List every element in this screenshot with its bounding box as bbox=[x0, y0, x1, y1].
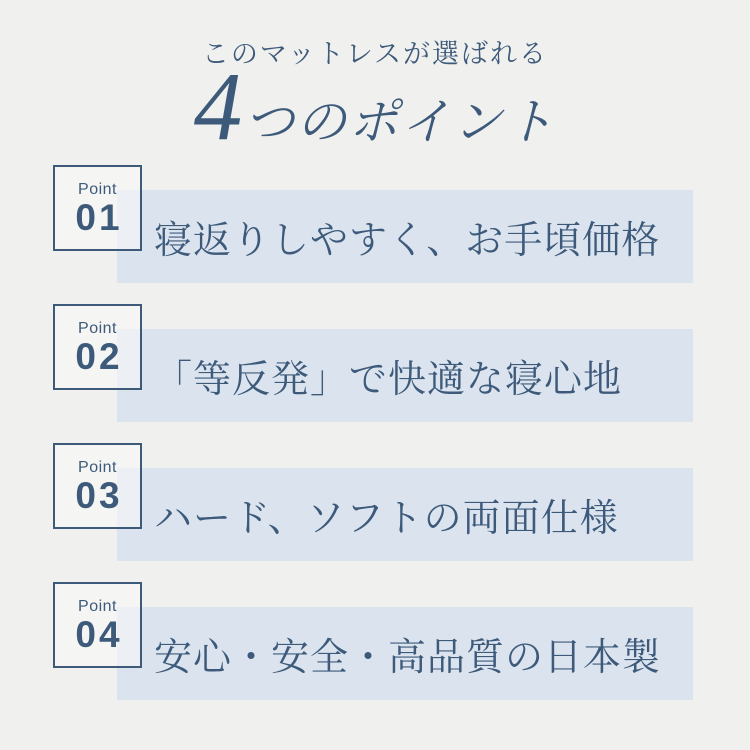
point-number: 02 bbox=[75, 335, 123, 377]
header-subtitle: このマットレスが選ばれる bbox=[201, 39, 549, 69]
point-text: 「等反発」で快適な寝心地 bbox=[154, 359, 623, 401]
point-banner bbox=[117, 468, 693, 561]
point-badge bbox=[53, 304, 142, 390]
point-badge bbox=[53, 165, 142, 251]
point-section-4 bbox=[0, 582, 750, 722]
point-number: 01 bbox=[75, 196, 123, 238]
point-section-1 bbox=[0, 165, 750, 305]
point-number: 04 bbox=[75, 613, 123, 655]
point-text: ハード、ソフトの両面仕様 bbox=[154, 498, 619, 540]
point-section-3 bbox=[0, 443, 750, 583]
point-badge bbox=[53, 582, 142, 668]
title-suffix: つのポイント bbox=[244, 94, 557, 150]
point-label: Point bbox=[78, 598, 117, 616]
point-label: Point bbox=[78, 181, 117, 199]
point-banner bbox=[117, 329, 693, 422]
point-section-2 bbox=[0, 304, 750, 444]
point-banner bbox=[117, 607, 693, 700]
point-banner bbox=[117, 190, 693, 283]
point-number: 03 bbox=[75, 474, 123, 516]
point-badge bbox=[53, 443, 142, 529]
point-text: 安心・安全・高品質の日本製 bbox=[154, 637, 662, 679]
point-text: 寝返りしやすく、お手頃価格 bbox=[154, 220, 661, 262]
point-label: Point bbox=[78, 320, 117, 338]
point-label: Point bbox=[78, 459, 117, 477]
title-number: 4 bbox=[193, 53, 243, 160]
